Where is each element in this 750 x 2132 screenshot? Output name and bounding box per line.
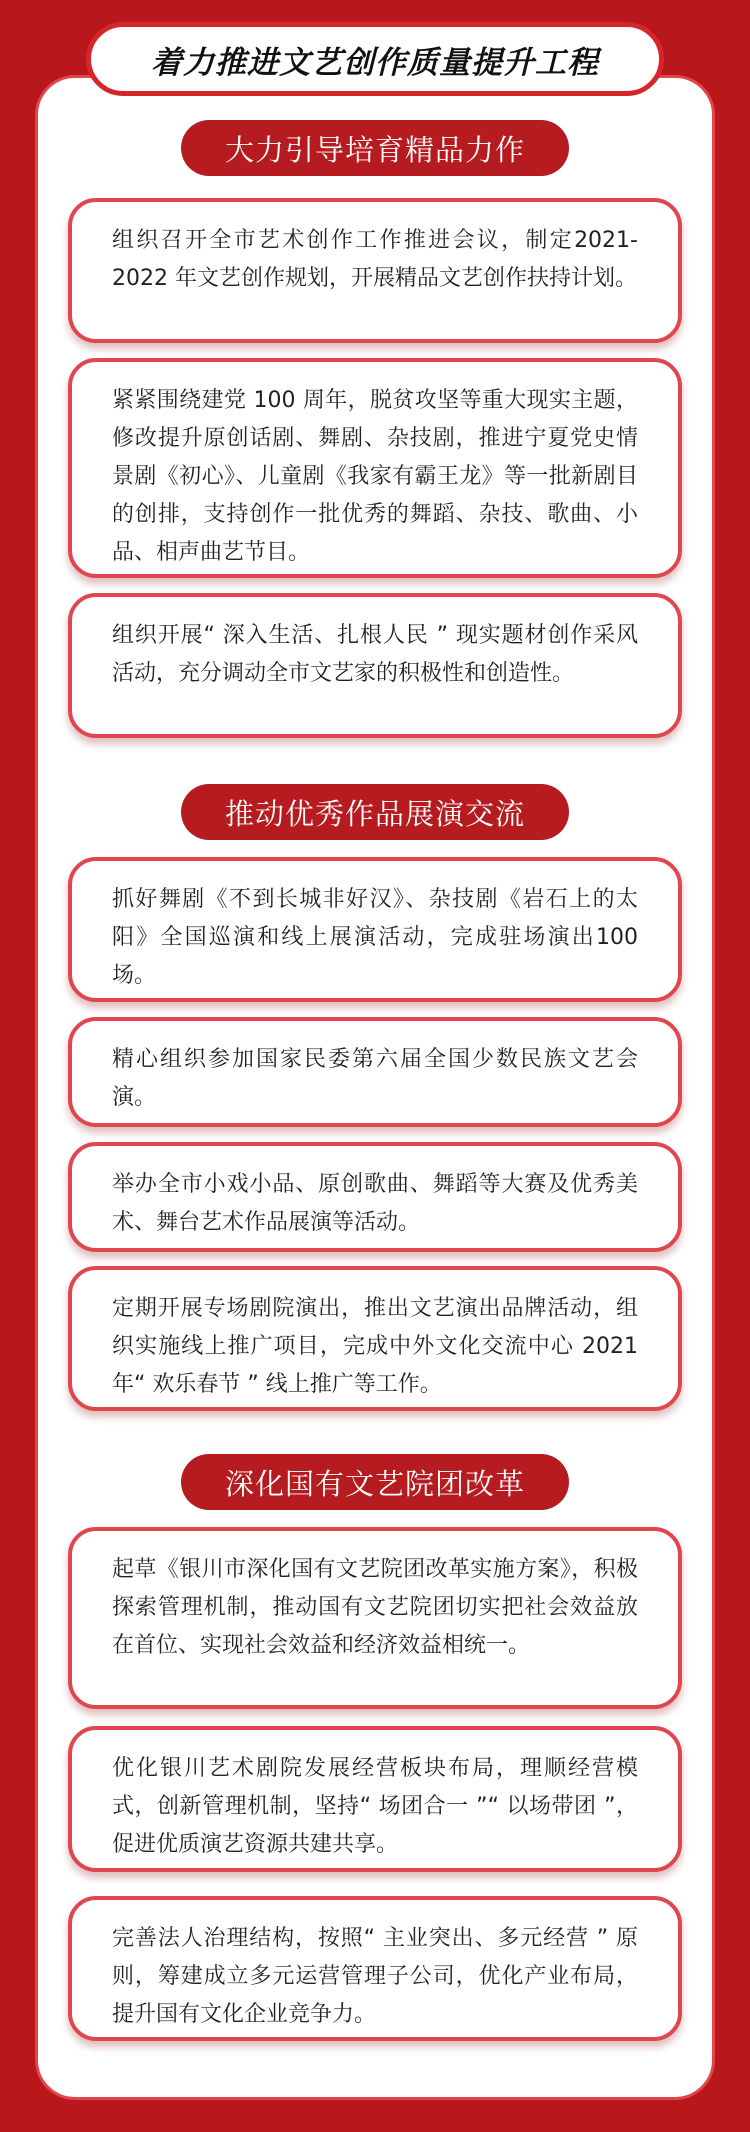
list-item: 举办全市小戏小品、原创歌曲、舞蹈等大赛及优秀美术、舞台艺术作品展演等活动。 xyxy=(68,1142,682,1252)
list-item: 组织召开全市艺术创作工作推进会议，制定2021-2022 年文艺创作规划，开展精品文艺创作扶持计划。 xyxy=(68,198,682,343)
list-item: 组织开展“ 深入生活、扎根人民 ” 现实题材创作采风活动，充分调动全市文艺家的积极性和创造性。 xyxy=(68,593,682,738)
page-title: 着力推进文艺创作质量提升工程 xyxy=(86,22,664,96)
list-item: 优化银川艺术剧院发展经营板块布局，理顺经营模式，创新管理机制，坚持“ 场团合一 ”“ 以场带团 ”，促进优质演艺资源共建共享。 xyxy=(68,1726,682,1872)
section-heading-2: 推动优秀作品展演交流 xyxy=(181,784,569,840)
list-item: 精心组织参加国家民委第六届全国少数民族文艺会演。 xyxy=(68,1017,682,1127)
list-item: 完善法人治理结构，按照“ 主业突出、多元经营 ” 原则，筹建成立多元运营管理子公司，优化产业布局，提升国有文化企业竞争力。 xyxy=(68,1896,682,2041)
list-item: 抓好舞剧《不到长城非好汉》、杂技剧《岩石上的太阳》全国巡演和线上展演活动，完成驻场演出100 场。 xyxy=(68,857,682,1002)
list-item: 定期开展专场剧院演出，推出文艺演出品牌活动，组织实施线上推广项目，完成中外文化交流中心 2021 年“ 欢乐春节 ” 线上推广等工作。 xyxy=(68,1266,682,1411)
list-item: 起草《银川市深化国有文艺院团改革实施方案》，积极探索管理机制，推动国有文艺院团切实把社会效益放在首位、实现社会效益和经济效益相统一。 xyxy=(68,1527,682,1709)
section-heading-3: 深化国有文艺院团改革 xyxy=(181,1454,569,1510)
list-item: 紧紧围绕建党 100 周年，脱贫攻坚等重大现实主题，修改提升原创话剧、舞剧、杂技剧，推进宁夏党史情景剧《初心》、儿童剧《我家有霸王龙》等一批新剧目的创排，支持创作一批优秀的舞蹈、杂技、歌曲、小品、相声曲艺节目。 xyxy=(68,358,682,578)
section-heading-1: 大力引导培育精品力作 xyxy=(181,120,569,176)
